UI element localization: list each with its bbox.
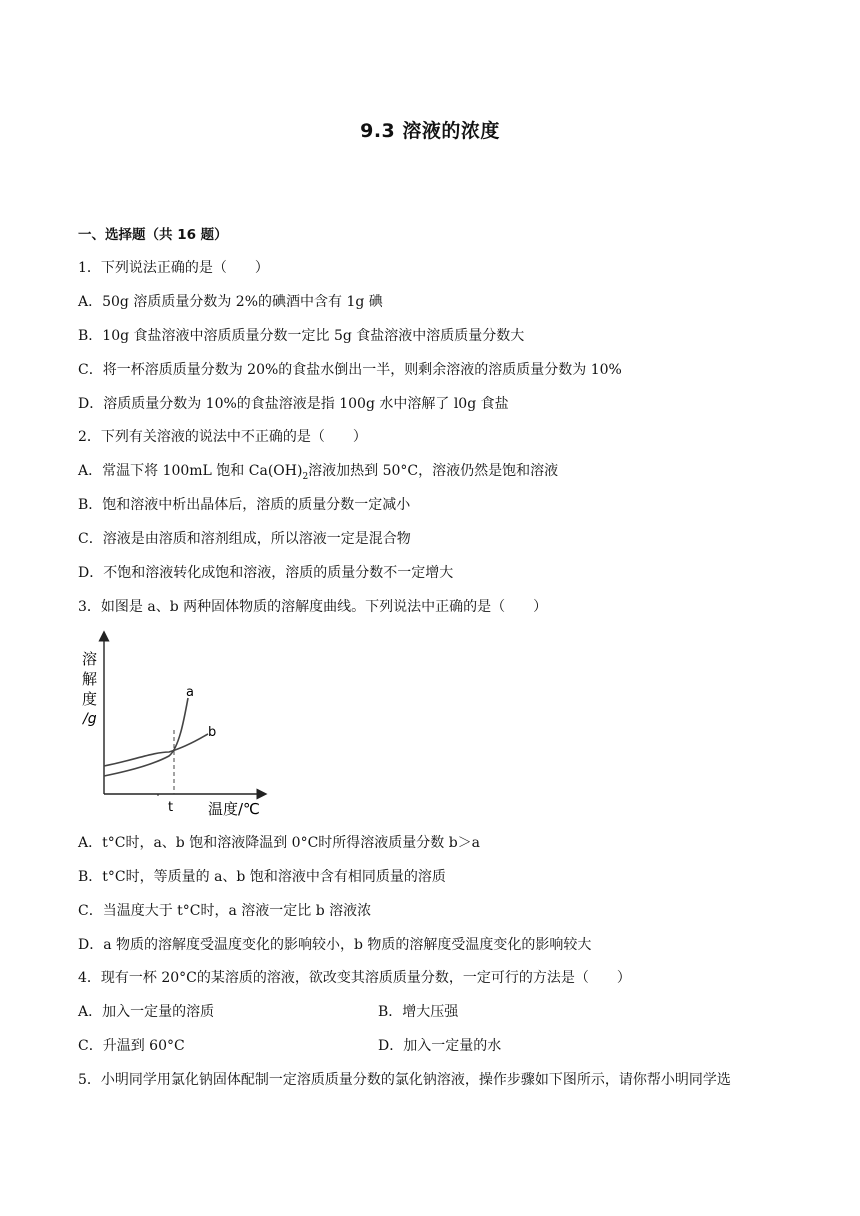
- q3-option-d: D．a 物质的溶解度受温度变化的影响较小，b 物质的溶解度受温度变化的影响较大: [78, 937, 592, 953]
- series-label-a: a: [186, 685, 194, 700]
- q1-stem: 1．下列说法正确的是（ ）: [78, 260, 269, 276]
- tick-label-t: t: [168, 800, 174, 815]
- series-label-b: b: [208, 725, 217, 740]
- section-heading: 一、选择题（共 16 题）: [78, 227, 228, 243]
- q2-option-a-pre: A．常温下将 100mL 饱和 Ca(OH): [78, 463, 303, 479]
- q1-option-c: C．将一杯溶质质量分数为 20%的食盐水倒出一半，则剩余溶液的溶质质量分数为 10%: [78, 362, 622, 378]
- q4-option-b: B．增大压强: [378, 1004, 459, 1020]
- q4-option-a: A．加入一定量的溶质: [78, 1004, 215, 1020]
- q3-stem: 3．如图是 a、b 两种固体物质的溶解度曲线。下列说法中正确的是（ ）: [78, 599, 548, 615]
- q2-option-d: D．不饱和溶液转化成饱和溶液，溶质的质量分数不一定增大: [78, 565, 454, 581]
- q4-stem: 4．现有一杯 20°C的某溶质的溶液，欲改变其溶质质量分数，一定可行的方法是（ ）: [78, 970, 631, 986]
- solubility-chart: [74, 630, 274, 820]
- y-label-char-1: 溶: [82, 650, 98, 668]
- q4-option-c: C．升温到 60°C: [78, 1038, 185, 1054]
- q1-option-a: A．50g 溶质质量分数为 2%的碘酒中含有 1g 碘: [78, 294, 383, 310]
- q2-option-a: [78, 462, 558, 486]
- q2-option-c: C．溶液是由溶质和溶剂组成，所以溶液一定是混合物: [78, 531, 411, 547]
- q1-option-d: D．溶质质量分数为 10%的食盐溶液是指 100g 水中溶解了 l0g 食盐: [78, 396, 509, 412]
- q2-option-a-post: 溶液加热到 50°C，溶液仍然是饱和溶液: [308, 463, 559, 479]
- series-line-a: [104, 698, 188, 776]
- y-label-char-4: /g: [83, 711, 97, 727]
- q5-stem: 5．小明同学用氯化钠固体配制一定溶质质量分数的氯化钠溶液，操作步骤如下图所示，请你帮小明同学选: [78, 1072, 731, 1088]
- q1-option-b: B．10g 食盐溶液中溶质质量分数一定比 5g 食盐溶液中溶质质量分数大: [78, 328, 525, 344]
- page-title: 9.3 溶液的浓度: [360, 120, 500, 142]
- q2-option-a-sub: 2: [302, 471, 309, 482]
- q2-stem: 2．下列有关溶液的说法中不正确的是（ ）: [78, 429, 367, 445]
- y-label-char-3: 度: [82, 690, 98, 708]
- q3-option-c: C．当温度大于 t°C时，a 溶液一定比 b 溶液浓: [78, 903, 372, 919]
- y-label-char-2: 解: [82, 670, 98, 688]
- q3-option-a: A．t°C时，a、b 饱和溶液降温到 0°C时所得溶液质量分数 b＞a: [78, 835, 481, 851]
- q3-option-b: B．t°C时，等质量的 a、b 饱和溶液中含有相同质量的溶质: [78, 869, 446, 885]
- x-label: 温度/℃: [208, 800, 260, 818]
- q2-option-b: B．饱和溶液中析出晶体后，溶质的质量分数一定减小: [78, 497, 411, 513]
- q4-option-d: D．加入一定量的水: [378, 1038, 502, 1054]
